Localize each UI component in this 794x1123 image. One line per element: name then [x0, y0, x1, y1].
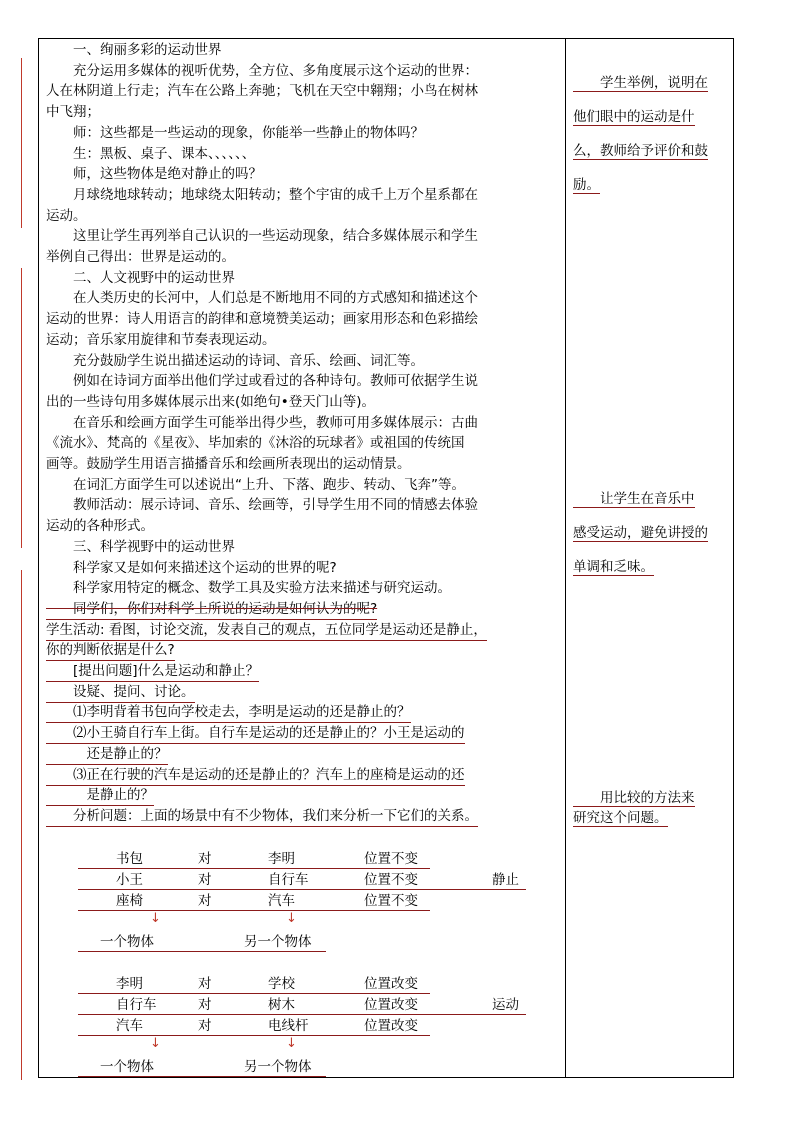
text-line: 在音乐和绘画方面学生可能举出得少些，教师可用多媒体展示：古曲	[46, 414, 478, 431]
column-divider	[565, 38, 566, 1078]
relation-cell: 汽车	[116, 1018, 143, 1034]
relation-cell: 对	[198, 893, 212, 909]
relation-cell: 小王	[116, 872, 143, 888]
down-arrow-icon: ↓	[150, 1036, 161, 1051]
relation-cell: 对	[198, 997, 212, 1013]
text-line: 例如在诗词方面举出他们学过或看过的各种诗句。教师可依据学生说	[46, 373, 478, 390]
row-underline	[78, 993, 430, 994]
relation-cell: 自行车	[116, 997, 157, 1013]
side-note-examples: 学生举例，说明在 他们眼中的运动是什 么，教师给予评价和鼓 励。	[573, 75, 708, 193]
text-line: ⑵小王骑自行车上街。自行车是运动的还是静止的？小王是运动的	[46, 723, 465, 744]
revision-mark	[21, 570, 22, 1080]
footer-underline	[78, 1076, 326, 1077]
row-underline	[78, 868, 430, 869]
text-line: 出的一些诗句用多媒体展示出来(如绝句•登天门山等)。	[46, 393, 375, 410]
relation-cell: 静止	[492, 872, 519, 888]
text-line: 人在林阴道上行走；汽车在公路上奔驰；飞机在天空中翱翔；小鸟在树林	[46, 83, 478, 100]
text-line: 你的判断依据是什么?	[46, 640, 175, 661]
row-underline	[78, 1035, 430, 1036]
text-line: 在人类历史的长河中，人们总是不断地用不同的方式感知和描述这个	[46, 290, 478, 307]
row-underline	[78, 910, 430, 911]
subject-label: 一个物体	[100, 1059, 154, 1075]
text-line: 二、人文视野中的运动世界	[46, 269, 235, 286]
relation-cell: 位置不变	[364, 851, 418, 867]
relation-cell: 对	[198, 1018, 212, 1034]
relation-cell: 汽车	[268, 893, 295, 909]
revision-mark	[21, 268, 22, 548]
text-line: 设疑、提问、讨论。	[46, 682, 195, 703]
text-line: 充分运用多媒体的视听优势，全方位、多角度展示这个运动的世界：	[46, 62, 478, 79]
text-line: ⑶正在行驶的汽车是运动的还是静止的？汽车上的座椅是运动的还	[46, 765, 465, 786]
text-line: 是静止的？	[46, 785, 154, 806]
relation-cell: 李明	[268, 851, 295, 867]
text-line: ⑴李明背着书包向学校走去，李明是运动的还是静止的？	[46, 702, 411, 723]
relation-cell: 学校	[268, 976, 295, 992]
down-arrow-icon: ↓	[286, 911, 297, 926]
relation-cell: 运动	[492, 997, 519, 1013]
text-line: 运动；音乐家用旋律和节奏表现运动。	[46, 331, 276, 348]
relation-cell: 对	[198, 976, 212, 992]
text-line: 分析问题：上面的场景中有不少物体，我们来分析一下它们的关系。	[46, 806, 478, 827]
text-line: 运动。	[46, 207, 87, 224]
text-line: 科学家又是如何来描述这个运动的世界的呢?	[46, 559, 337, 576]
down-arrow-icon: ↓	[150, 911, 161, 926]
relation-cell: 电线杆	[268, 1018, 309, 1034]
text-line: 月球绕地球转动；地球绕太阳转动；整个宇宙的成千上万个星系都在	[46, 186, 478, 203]
relation-cell: 位置改变	[364, 997, 418, 1013]
row-underline	[78, 1014, 526, 1015]
relation-cell: 树木	[268, 997, 295, 1013]
relation-cell: 位置改变	[364, 976, 418, 992]
text-line: 还是静止的？	[46, 744, 168, 765]
relation-cell: 李明	[116, 976, 143, 992]
text-line: 中飞翔；	[46, 104, 100, 121]
text-line: 教师活动：展示诗词、音乐、绘画等，引导学生用不同的情感去体验	[46, 497, 478, 514]
text-line: 充分鼓励学生说出描述运动的诗词、音乐、绘画、词汇等。	[46, 352, 424, 369]
revision-mark	[21, 58, 22, 228]
text-line: 画等。鼓励学生用语言描播音乐和绘画所表现出的运动情景。	[46, 456, 411, 472]
text-line: 科学家用特定的概念、数学工具及实验方法来描述与研究运动。	[46, 580, 451, 597]
text-line: 《流水》、梵高的《星夜》、毕加索的《沐浴的玩球者》或祖国的传统国	[46, 435, 465, 452]
text-line: 同学们，你们对科学上所说的运动是如何认为的呢?	[46, 599, 377, 620]
relation-cell: 位置改变	[364, 1018, 418, 1034]
row-underline	[78, 889, 526, 890]
text-line: 三、科学视野中的运动世界	[46, 538, 235, 555]
relation-cell: 座椅	[116, 893, 143, 909]
down-arrow-icon: ↓	[286, 1036, 297, 1051]
text-line: 一、绚丽多彩的运动世界	[46, 42, 222, 58]
text-line: 学生活动: 看图，讨论交流，发表自己的观点，五位同学是运动还是静止，	[46, 620, 487, 641]
subject-label: 一个物体	[100, 934, 154, 950]
footer-underline	[78, 951, 326, 952]
text-line: 师：这些都是一些运动的现象，你能举一些静止的物体吗？	[46, 124, 424, 141]
text-line: 在词汇方面学生可以述说出“上升、下落、跑步、转动、飞奔”等。	[46, 476, 465, 493]
text-line: 举例自己得出：世界是运动的。	[46, 249, 235, 265]
relation-cell: 位置不变	[364, 893, 418, 909]
text-line: 生：黑板、桌子、课本、、、、、、	[46, 145, 256, 162]
text-line: 运动的世界：诗人用语言的韵律和意境赞美运动；画家用形态和色彩描绘	[46, 311, 478, 328]
relation-cell: 对	[198, 872, 212, 888]
text-line: 这里让学生再列举自己认识的一些运动现象，结合多媒体展示和学生	[46, 228, 478, 245]
side-note-compare: 用比较的方法来 研究这个问题。	[573, 790, 695, 826]
relation-cell: 对	[198, 851, 212, 867]
relation-cell: 位置不变	[364, 872, 418, 888]
text-line: [提出问题]什么是运动和静止？	[46, 661, 259, 682]
text-line: 运动的各种形式。	[46, 518, 154, 535]
text-line: 师，这些物体是绝对静止的吗？	[46, 166, 262, 183]
reference-label: 另一个物体	[244, 1059, 312, 1075]
relation-cell: 书包	[116, 851, 143, 867]
relation-cell: 自行车	[268, 872, 309, 888]
reference-label: 另一个物体	[244, 934, 312, 950]
side-note-music: 让学生在音乐中 感受运动，避免讲授的 单调和乏味。	[573, 491, 708, 575]
